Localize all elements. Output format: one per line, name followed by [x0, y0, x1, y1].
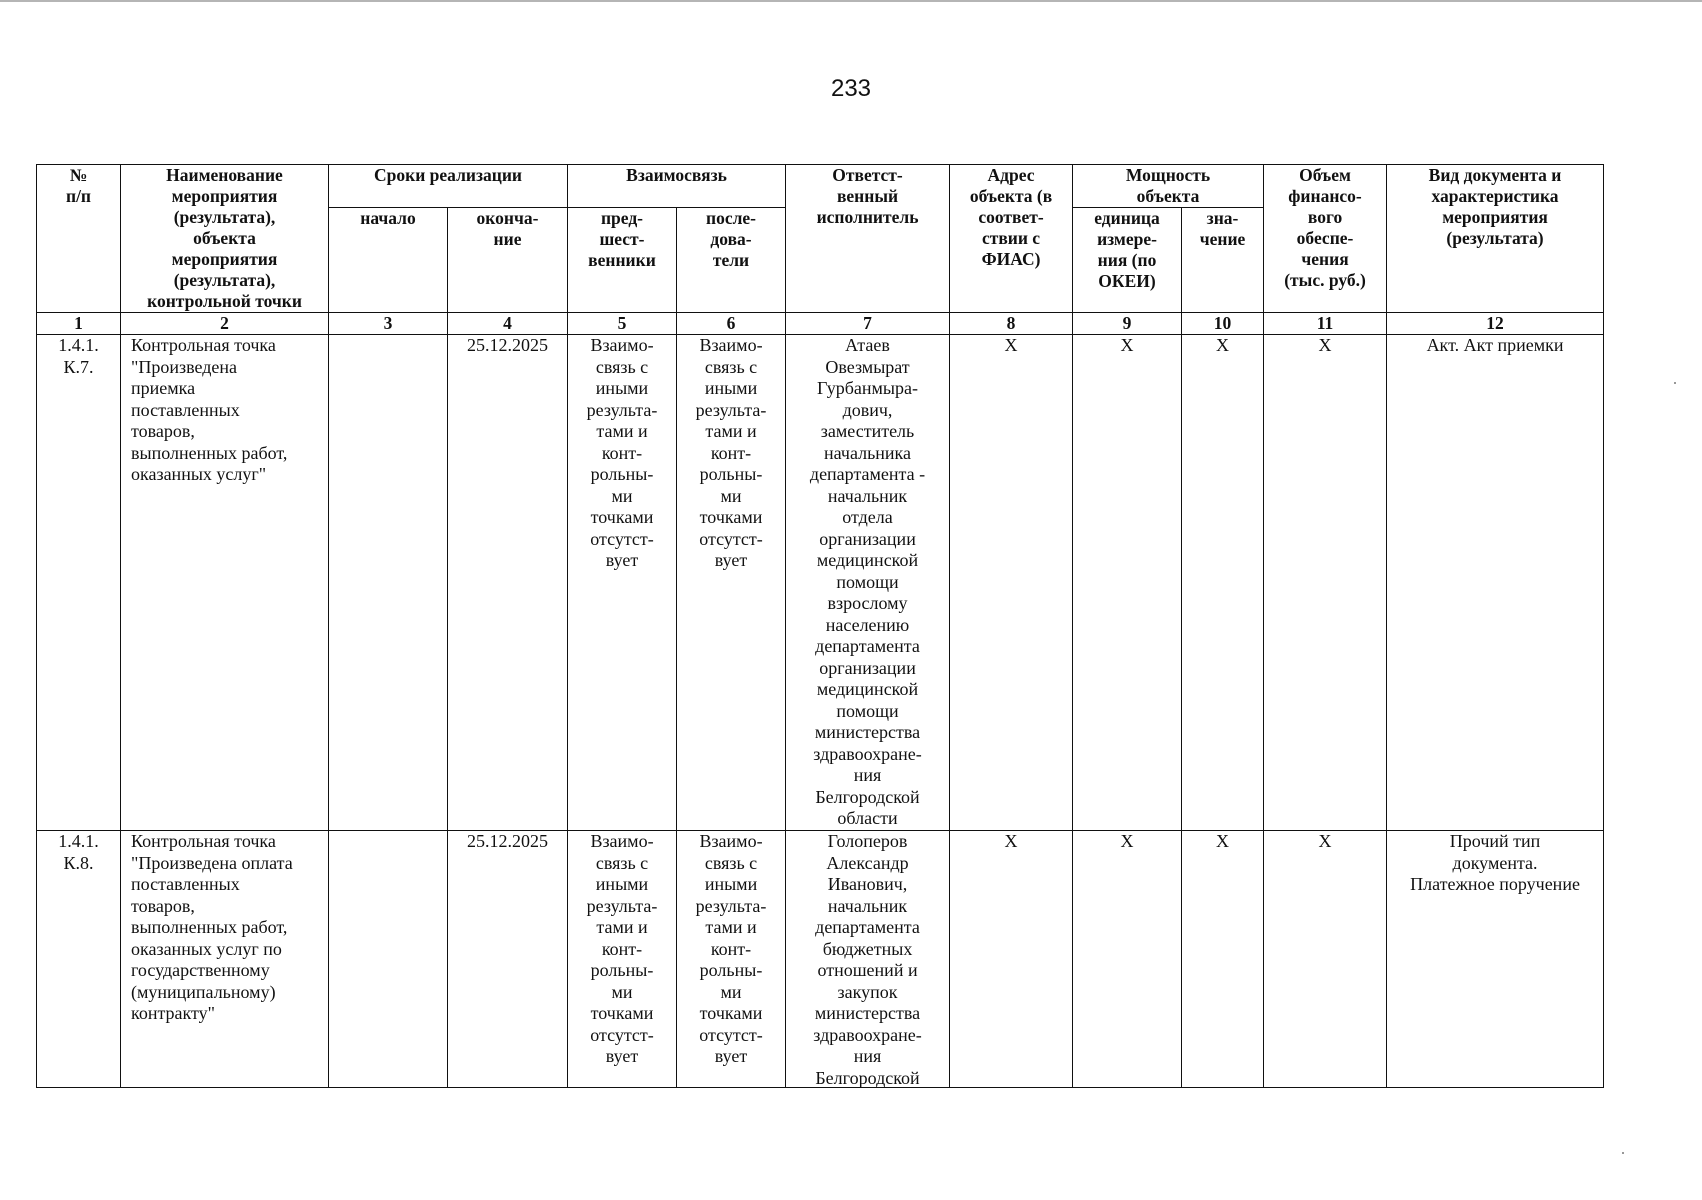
column-number: 8	[950, 313, 1073, 335]
page-number: 233	[830, 75, 872, 102]
top-rule	[0, 0, 1702, 2]
header-link-prev: пред- шест- венники	[568, 208, 677, 313]
table-row	[37, 335, 1604, 831]
row-num: 1.4.1. К.8.	[37, 831, 121, 1088]
scan-speck	[1674, 382, 1676, 384]
row-prev: Взаимо- связь с иными результа- тами и конт- рольны- ми точками отсутст- вует	[568, 831, 677, 1088]
column-number: 7	[786, 313, 950, 335]
row-value: X	[1182, 831, 1264, 1088]
row-responsible-cell	[786, 831, 950, 1088]
row-responsible: Голоперов Александр Иванович, начальник департамента бюджетных отношений и закупок министерства здравоохране- ния Белгородской	[813, 831, 922, 1087]
row-next: Взаимо- связь с иными результа- тами и конт- рольны- ми точками отсутст- вует	[677, 335, 786, 831]
row-prev: Взаимо- связь с иными результа- тами и конт- рольны- ми точками отсутст- вует	[568, 335, 677, 831]
column-number: 12	[1387, 313, 1604, 335]
column-number: 1	[37, 313, 121, 335]
header-timing-end: оконча- ние	[448, 208, 568, 313]
row-unit: X	[1073, 335, 1182, 831]
header-capacity-unit: единица измере- ния (по ОКЕИ)	[1073, 208, 1182, 313]
row-num: 1.4.1. К.7.	[37, 335, 121, 831]
row-funding: X	[1264, 335, 1387, 831]
header-name: Наименование мероприятия (результата), объекта мероприятия (результата), контрольной точки	[121, 165, 329, 313]
row-funding: X	[1264, 831, 1387, 1088]
table-row	[37, 831, 1604, 1088]
column-number: 5	[568, 313, 677, 335]
row-address: X	[950, 831, 1073, 1088]
row-end: 25.12.2025	[448, 831, 568, 1088]
header-document: Вид документа и характеристика мероприятия (результата)	[1387, 165, 1604, 313]
column-number: 10	[1182, 313, 1264, 335]
column-number: 2	[121, 313, 329, 335]
header-capacity: Мощность объекта	[1073, 165, 1264, 208]
row-document: Прочий тип документа. Платежное поручение	[1387, 831, 1604, 1088]
column-number: 11	[1264, 313, 1387, 335]
header-timing: Сроки реализации	[329, 165, 568, 208]
column-number: 3	[329, 313, 448, 335]
plan-table	[36, 164, 1604, 1088]
row-responsible: Атаев Овезмырат Гурбанмыра- дович, заместитель начальника департамента - начальник отдела организации медицинской помощи взрослому населению департамента организации медицинской помощи министерства здравоохране- ния Белгородской области	[786, 335, 950, 831]
row-start	[329, 335, 448, 831]
row-end: 25.12.2025	[448, 335, 568, 831]
header-responsible: Ответст- венный исполнитель	[786, 165, 950, 313]
column-number: 6	[677, 313, 786, 335]
row-name: Контрольная точка "Произведена приемка поставленных товаров, выполненных работ, оказанных услуг"	[121, 335, 329, 831]
row-next: Взаимо- связь с иными результа- тами и конт- рольны- ми точками отсутст- вует	[677, 831, 786, 1088]
header-num: № п/п	[37, 165, 121, 313]
row-start	[329, 831, 448, 1088]
header-funding: Объем финансо- вого обеспе- чения (тыс. руб.)	[1264, 165, 1387, 313]
row-address: X	[950, 335, 1073, 831]
header-address: Адрес объекта (в соответ- ствии с ФИАС)	[950, 165, 1073, 313]
row-document: Акт. Акт приемки	[1387, 335, 1604, 831]
header-capacity-value: зна- чение	[1182, 208, 1264, 313]
row-name: Контрольная точка "Произведена оплата поставленных товаров, выполненных работ, оказанных услуг по государственному (муниципальному) контракту"	[121, 831, 329, 1088]
row-unit: X	[1073, 831, 1182, 1088]
header-link-next: после- дова- тели	[677, 208, 786, 313]
header-timing-start: начало	[329, 208, 448, 313]
column-number: 9	[1073, 313, 1182, 335]
header-link: Взаимосвязь	[568, 165, 786, 208]
row-value: X	[1182, 335, 1264, 831]
column-number: 4	[448, 313, 568, 335]
scan-speck	[1622, 1152, 1624, 1154]
